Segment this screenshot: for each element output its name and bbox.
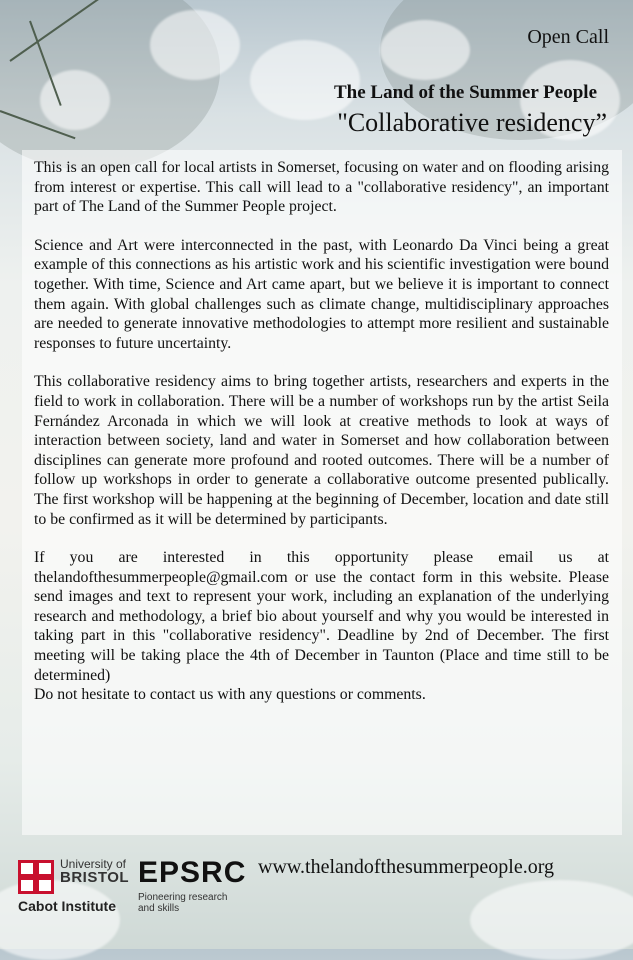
open-call-label: Open Call	[527, 26, 609, 48]
paragraph: This collaborative residency aims to bring together artists, researchers and experts in the field to work in collaboration. There will be a number of workshops run by the artist Seila Fernández Arconada in which we will look at creative methods to look at ways of interaction between society, land and water in Somerset and how collaboration between disciplines can generate more profound and rooted outcomes. There will be a number of follow up workshops in order to generate a collaborative outcome presented publically. The first workshop will be happening at the beginning of December, location and date still to be confirmed as it will be determined by participants.	[34, 373, 609, 528]
cabot-institute: Cabot Institute	[18, 898, 116, 914]
bristol-crest-icon	[18, 860, 54, 894]
university-line2: BRISTOL	[60, 869, 130, 886]
closing-line: Do not hesitate to contact us with any questions or comments.	[34, 686, 426, 704]
epsrc-logo: EPSRC	[138, 856, 247, 889]
paragraph: This is an open call for local artists in Somerset, focusing on water and on flooding arising from interest or expertise. This call will lead to a "collaborative residency", an important part of The Land of the Summer People project.	[34, 159, 609, 216]
university-name	[60, 858, 129, 885]
project-subtitle: The Land of the Summer People	[333, 82, 597, 103]
paragraph: Science and Art were interconnected in the past, with Leonardo Da Vinci being a great example of this connections as his artistic work and his scientific investigation were bound together. With time, Science and Art came apart, but we believe it is important to connect them again. With global challenges such as climate change, multidisciplinary approaches are needed to generate innovative methodologies to attempt more resilient and sustainable responses to future uncertainty.	[34, 236, 609, 352]
body-text	[34, 158, 609, 705]
website-url[interactable]: www.thelandofthesummerpeople.org	[258, 856, 555, 878]
logos	[18, 858, 258, 928]
paragraph: If you are interested in this opportunity please email us at thelandofthesummerpeople@gmail.com or use the contact form in this website. Please send images and text to represent your work, including an explanation of the underlying research and methodology, a brief bio about yourself and why you would be interested in taking part in this "collaborative residency". Deadline by 2nd of December. The first meeting will be taking place the 4th of December in Taunton (Place and time still to be determined)	[34, 549, 609, 684]
page-title: "Collaborative residency”	[337, 108, 607, 137]
epsrc-tagline: Pioneering research and skills	[138, 892, 228, 914]
university-line1: University of	[60, 857, 127, 871]
